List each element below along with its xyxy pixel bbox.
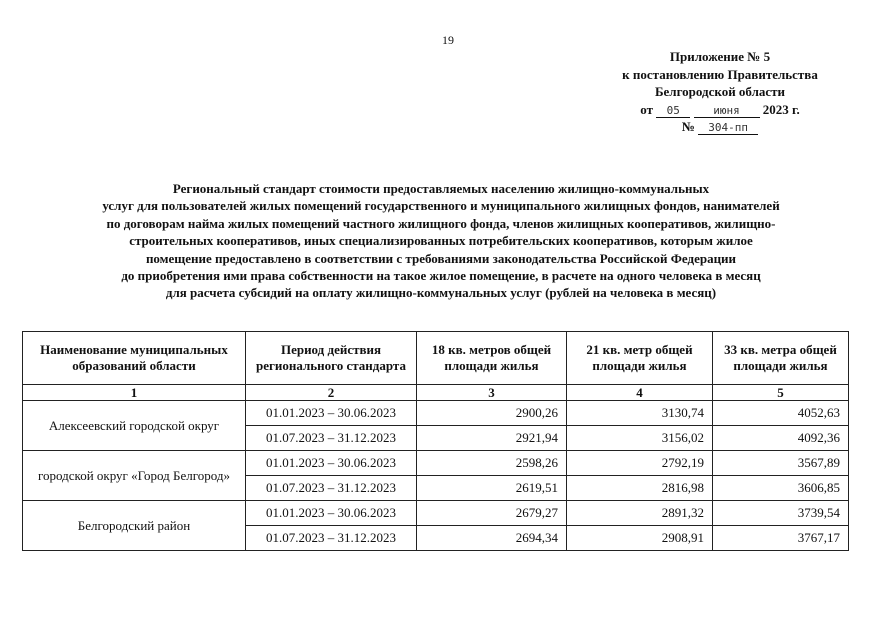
title-line: услуг для пользователей жилых помещений государственного и муниципального жилищных фондов, нанимателей	[102, 198, 780, 214]
title-line: Региональный стандарт стоимости предоставляемых населению жилищно-коммунальных	[172, 181, 710, 196]
column-number: 1	[23, 385, 246, 401]
appendix-line: к постановлению Правительства	[622, 66, 818, 82]
value-33sqm: 3567,89	[713, 451, 849, 476]
table-row	[23, 451, 849, 476]
value-21sqm: 2891,32	[567, 501, 713, 526]
header-municipality: Наименование муниципальных образований области	[23, 332, 246, 385]
header-period: Период действия регионального стандарта	[246, 332, 417, 385]
title-line: по договорам найма жилых помещений частного жилищного фонда, членов жилищных кооперативов, жилищно-	[106, 215, 776, 231]
title-line: до приобретения ими права собственности на такое жилое помещение, в расчете на одного человека в месяц	[121, 268, 761, 284]
column-number: 5	[713, 385, 849, 401]
table-row	[23, 501, 849, 526]
page-number: 19	[442, 33, 454, 47]
number-prefix: №	[681, 119, 695, 134]
header-18sqm: 18 кв. метров общей площади жилья	[417, 332, 567, 385]
value-33sqm: 3739,54	[713, 501, 849, 526]
period-cell: 01.01.2023 – 30.06.2023	[246, 401, 417, 426]
period-cell: 01.07.2023 – 31.12.2023	[246, 476, 417, 501]
period-cell: 01.07.2023 – 31.12.2023	[246, 426, 417, 451]
column-number: 2	[246, 385, 417, 401]
value-33sqm: 4092,36	[713, 426, 849, 451]
table-row	[23, 401, 849, 426]
municipality-name: Алексеевский городской округ	[23, 401, 246, 451]
appendix-block	[592, 48, 848, 136]
value-18sqm: 2900,26	[417, 401, 567, 426]
value-21sqm: 2816,98	[567, 476, 713, 501]
value-33sqm: 3767,17	[713, 526, 849, 551]
standards-table	[22, 331, 849, 551]
number-value: 304-пп	[698, 121, 758, 135]
municipality-name: Белгородский район	[23, 501, 246, 551]
value-21sqm: 3130,74	[567, 401, 713, 426]
value-18sqm: 2598,26	[417, 451, 567, 476]
date-prefix: от	[640, 101, 654, 117]
value-21sqm: 2792,19	[567, 451, 713, 476]
date-day: 05	[656, 104, 690, 118]
title-line: для расчета субсидий на оплату жилищно-коммунальных услуг (рублей на человека в месяц)	[165, 285, 717, 301]
header-21sqm: 21 кв. метр общей площади жилья	[567, 332, 713, 385]
column-number-row	[23, 385, 849, 401]
appendix-date	[592, 101, 848, 119]
period-cell: 01.01.2023 – 30.06.2023	[246, 451, 417, 476]
appendix-line: Белгородской области	[654, 84, 786, 99]
title-line: помещение предоставлено в соответствии с требованиями законодательства Российской Федерации	[145, 250, 737, 266]
period-cell: 01.07.2023 – 31.12.2023	[246, 526, 417, 551]
value-18sqm: 2619,51	[417, 476, 567, 501]
column-number: 4	[567, 385, 713, 401]
header-33sqm: 33 кв. метра общей площади жилья	[713, 332, 849, 385]
value-18sqm: 2921,94	[417, 426, 567, 451]
appendix-number	[592, 118, 848, 136]
value-33sqm: 4052,63	[713, 401, 849, 426]
value-18sqm: 2694,34	[417, 526, 567, 551]
column-number: 3	[417, 385, 567, 401]
date-suffix: 2023 г.	[762, 101, 800, 117]
value-33sqm: 3606,85	[713, 476, 849, 501]
appendix-title: Приложение № 5	[669, 49, 771, 64]
title-line: строительных кооперативов, иных специализированных потребительских кооперативов, которым жилое	[129, 233, 753, 249]
value-18sqm: 2679,27	[417, 501, 567, 526]
period-cell: 01.01.2023 – 30.06.2023	[246, 501, 417, 526]
table-header-row	[23, 332, 849, 385]
date-month: июня	[694, 104, 760, 118]
municipality-name: городской округ «Город Белгород»	[23, 451, 246, 501]
value-21sqm: 3156,02	[567, 426, 713, 451]
value-21sqm: 2908,91	[567, 526, 713, 551]
document-title	[28, 180, 854, 302]
